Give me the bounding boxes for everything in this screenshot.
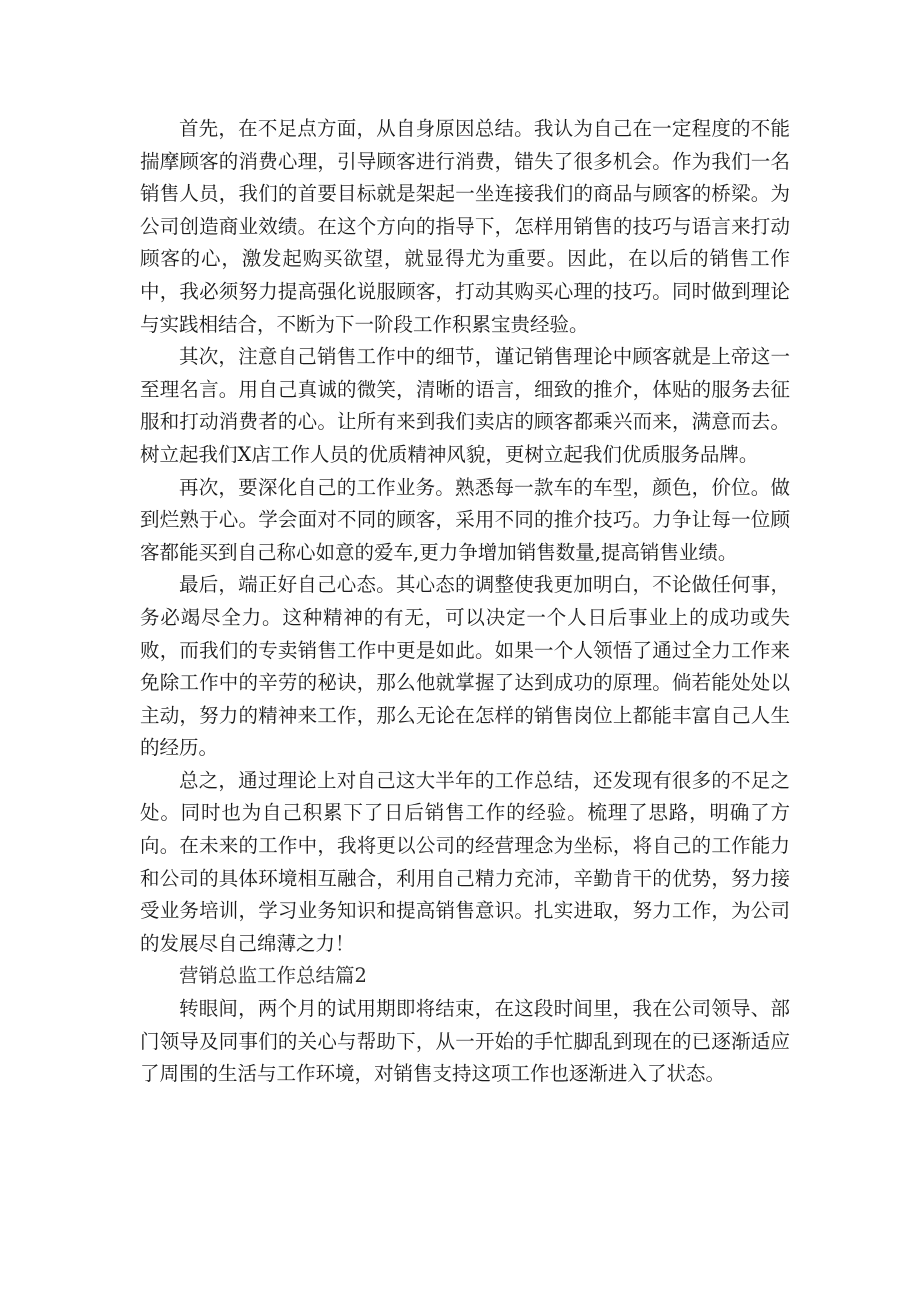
paragraph-details: 其次，注意自己销售工作中的细节，谨记销售理论中顾客就是上帝这一至理名言。用自己真诚的微笑，清晰的语言，细致的推介，体贴的服务去征服和打动消费者的心。让所有来到我们卖店的顾客都乘兴而来，满意而去。树立起我们X店工作人员的优质精神风貌，更树立起我们优质服务品牌。 [140,345,790,466]
section-heading: 营销总监工作总结篇2 [179,964,367,988]
paragraph-summary: 总之，通过理论上对自己这大半年的工作总结，还发现有很多的不足之处。同时也为自己积累下了日后销售工作的经验。梳理了思路，明确了方向。在未来的工作中，我将更以公司的经营理念为坐标，将自己的工作能力和公司的具体环境相互融合，利用自己精力充沛，辛勤肯干的优势，努力接受业务培训，学习业务知识和提高销售意识。扎实进取，努力工作，为公司的发展尽自己绵薄之力！ [140,768,790,955]
document-body [140,113,790,1091]
paragraph-mindset: 最后，端正好自己心态。其心态的调整使我更加明白，不论做任何事，务必竭尽全力。这种精神的有无，可以决定一个人日后事业上的成功或失败，而我们的专卖销售工作中更是如此。如果一个人领悟了通过全力工作来免除工作中的辛劳的秘诀，那么他就掌握了达到成功的原理。倘若能处处以主动，努力的精神来工作，那么无论在怎样的销售岗位上都能丰富自己人生的经历。 [140,573,790,760]
paragraph-probation: 转眼间，两个月的试用期即将结束，在这段时间里，我在公司领导、部门领导及同事们的关心与帮助下，从一开始的手忙脚乱到现在的已逐渐适应了周围的生活与工作环境，对销售支持这项工作也逐渐进入了状态。 [140,997,790,1086]
paragraph-business: 再次，要深化自己的工作业务。熟悉每一款车的车型，颜色，价位。做到烂熟于心。学会面对不同的顾客，采用不同的推介技巧。力争让每一位顾客都能买到自己称心如意的爱车,更力争增加销售数量,提高销售业绩。 [140,475,790,564]
paragraph-shortcomings: 首先，在不足点方面，从自身原因总结。我认为自己在一定程度的不能揣摩顾客的消费心理，引导顾客进行消费，错失了很多机会。作为我们一名销售人员，我们的首要目标就是架起一坐连接我们的商品与顾客的桥梁。为公司创造商业效绩。在这个方向的指导下，怎样用销售的技巧与语言来打动顾客的心，激发起购买欲望，就显得尤为重要。因此，在以后的销售工作中，我必须努力提高强化说服顾客，打动其购买心理的技巧。同时做到理论与实践相结合，不断为下一阶段工作积累宝贵经验。 [140,117,790,336]
